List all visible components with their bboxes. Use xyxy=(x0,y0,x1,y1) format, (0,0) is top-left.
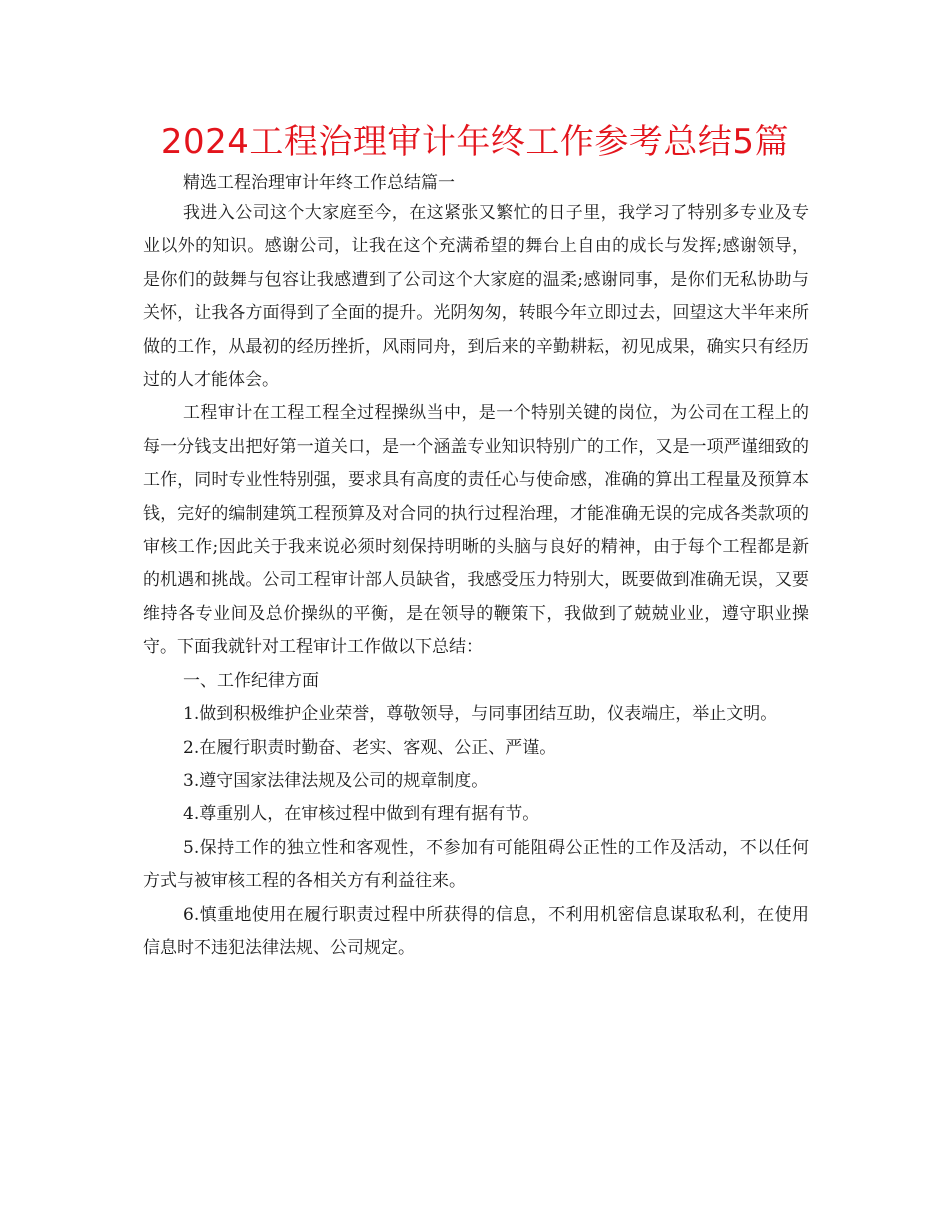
list-item-2: 2.在履行职责时勤奋、老实、客观、公正、严谨。 xyxy=(183,737,557,758)
document-title: 2024工程治理审计年终工作参考总结5篇 xyxy=(160,122,790,162)
list-item-5: 5.保持工作的独立性和客观性，不参加有可能阻碍公正性的工作及活动，不以任何方式与被审核工程的各相关方有利益往来。 xyxy=(143,837,809,892)
list-item-3: 3.遵守国家法律法规及公司的规章制度。 xyxy=(183,770,489,791)
list-item-1: 1.做到积极维护企业荣誉，尊敬领导，与同事团结互助，仪表端庄，举止文明。 xyxy=(183,704,778,725)
paragraph-intro: 我进入公司这个大家庭至今，在这紧张又繁忙的日子里，我学习了特别多专业及专业以外的知识。感谢公司，让我在这个充满希望的舞台上自由的成长与发挥;感谢领导，是你们的鼓舞与包容让我感遭到了公司这个大家庭的温柔;感谢同事，是你们无私协助与关怀，让我各方面得到了全面的提升。光阴匆匆，转眼今年立即过去，回望这大半年来所做的工作，从最初的经历挫折，风雨同舟，到后来的辛勤耕耘，初见成果，确实只有经历过的人才能体会。 xyxy=(143,203,809,391)
list-item-6: 6.慎重地使用在履行职责过程中所获得的信息，不利用机密信息谋取私利，在使用信息时不违犯法律法规、公司规定。 xyxy=(143,904,809,958)
document-subtitle: 精选工程治理审计年终工作总结篇一 xyxy=(183,173,455,193)
paragraph-audit-role: 工程审计在工程工程全过程操纵当中，是一个特别关键的岗位，为公司在工程上的每一分钱支出把好第一道关口，是一个涵盖专业知识特别广的工作，又是一项严谨细致的工作，同时专业性特别强，要求具有高度的责任心与使命感，准确的算出工程量及预算本钱，完好的编制建筑工程预算及对合同的执行过程治理，才能准确无误的完成各类款项的审核工作;因此关于我来说必须时刻保持明晰的头脑与良好的精神，由于每个工程都是新的机遇和挑战。公司工程审计部人员缺省，我感受压力特别大，既要做到准确无误，又要维持各专业间及总价操纵的平衡，是在领导的鞭策下，我做到了兢兢业业，遵守职业操守。下面我就针对工程审计工作做以下总结： xyxy=(143,403,809,658)
section-heading-work-discipline: 一、工作纪律方面 xyxy=(183,670,319,691)
list-item-4: 4.尊重别人，在审核过程中做到有理有据有节。 xyxy=(183,804,540,825)
document-body xyxy=(143,197,809,965)
